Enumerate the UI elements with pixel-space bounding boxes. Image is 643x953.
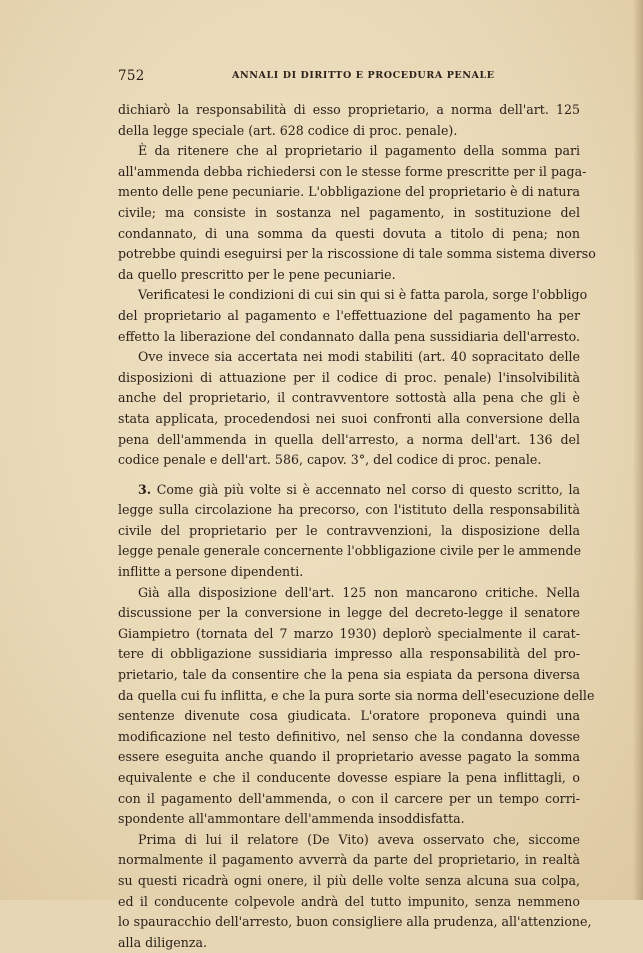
text-line: alla diligenza. <box>118 934 207 950</box>
text-line: con il pagamento dell'ammenda, o con il carcere per un tempo corri- <box>118 790 580 806</box>
page-header <box>118 68 580 86</box>
text-line: codice penale e dell'art. 586, capov. 3°, del codice di proc. penale. <box>118 452 542 468</box>
page-edge-shadow <box>633 0 643 900</box>
text-line <box>118 480 580 501</box>
text-line: da quello prescritto per le pene pecuniarie. <box>118 266 396 282</box>
text-line: mento delle pene pecuniarie. L'obbligazione del proprietario è di natura <box>118 184 580 200</box>
text-line: Prima di lui il relatore (De Vito) aveva osservato che, siccome <box>138 831 580 847</box>
section-number: 3. <box>138 481 152 497</box>
text-line: del proprietario al pagamento e l'effettuazione del pagamento ha per <box>118 307 580 323</box>
text-line: essere eseguita anche quando il proprietario avesse pagato la somma <box>118 749 580 765</box>
text-line: Giampietro (tornata del 7 marzo 1930) deplorò specialmente il carat- <box>118 625 580 641</box>
text-line: pena dell'ammenda in quella dell'arresto, a norma dell'art. 136 del <box>118 431 580 447</box>
text-line: effetto la liberazione del condannato dalla pena sussidiaria dell'arresto. <box>118 328 580 344</box>
text-line: da quella cui fu inflitta, e che la pura sorte sia norma dell'esecuzione delle <box>118 687 595 703</box>
text-line: È da ritenere che al proprietario il pagamento della somma pari <box>138 143 580 159</box>
body-text <box>118 100 596 953</box>
page-number: 752 <box>118 68 145 84</box>
text-line: all'ammenda debba richiedersi con le stesse forme prescritte per il paga- <box>118 163 587 179</box>
text-line: tere di obbligazione sussidiaria impresso alla responsabilità del pro- <box>118 646 580 662</box>
text-line: inflitte a persone dipendenti. <box>118 564 304 580</box>
text-line: su questi ricadrà ogni onere, il più delle volte senza alcuna sua colpa, <box>118 872 580 888</box>
text-line: modificazione nel testo definitivo, nel senso che la condanna dovesse <box>118 728 580 744</box>
text-line: Ove invece sia accertata nei modi stabiliti (art. 40 sopracitato delle <box>138 349 580 365</box>
text-line: normalmente il pagamento avverrà da parte del proprietario, in realtà <box>118 852 580 868</box>
text-line: Già alla disposizione dell'art. 125 non mancarono critiche. Nella <box>138 584 580 600</box>
text-line: equivalente e che il conducente dovesse espiare la pena inflittagli, o <box>118 770 580 785</box>
text-line: anche del proprietario, il contravventore sottostà alla pena che gli è <box>118 390 580 406</box>
text-line: civile del proprietario per le contravvenzioni, la disposizione della <box>118 522 580 538</box>
text-line: legge sulla circolazione ha precorso, con l'istituto della responsabilità <box>118 502 580 518</box>
text-line: ed il conducente colpevole andrà del tutto impunito, senza nemmeno <box>118 893 580 909</box>
text-line: spondente all'ammontare dell'ammenda insoddisfatta. <box>118 811 465 827</box>
text-line: stata applicata, procedendosi nei suoi confronti alla conversione della <box>118 410 580 426</box>
section-gap <box>118 471 580 480</box>
text-line: prietario, tale da consentire che la pena sia espiata da persona diversa <box>118 667 580 683</box>
text-line: civile; ma consiste in sostanza nel pagamento, in sostituzione del <box>118 204 580 220</box>
text-line: lo spauracchio dell'arresto, buon consigliere alla prudenza, all'attenzione, <box>118 914 592 930</box>
text-line: sentenze divenute cosa giudicata. L'oratore proponeva quindi una <box>118 708 580 724</box>
running-title: ANNALI DI DIRITTO E PROCEDURA PENALE <box>232 70 495 81</box>
text-line: legge penale generale concernente l'obbligazione civile per le ammende <box>118 543 582 559</box>
text-line: discussione per la conversione in legge del decreto-legge il senatore <box>118 605 580 621</box>
text-line: Verificatesi le condizioni di cui sin qui si è fatta parola, sorge l'obbligo <box>138 287 588 303</box>
text-line: potrebbe quindi eseguirsi per la riscossione di tale somma sistema diverso <box>118 246 596 262</box>
text-line: condannato, di una somma da questi dovuta a titolo di pena; non <box>118 225 580 241</box>
text-line: dichiarò la responsabilità di esso proprietario, a norma dell'art. 125 <box>118 102 580 117</box>
text-line: disposizioni di attuazione per il codice di proc. penale) l'insolvibilità <box>118 369 580 385</box>
text-line: della legge speciale (art. 628 codice di proc. penale). <box>118 122 458 138</box>
text-line-content: Come già più volte si è accennato nel corso di questo scritto, la <box>156 481 580 497</box>
